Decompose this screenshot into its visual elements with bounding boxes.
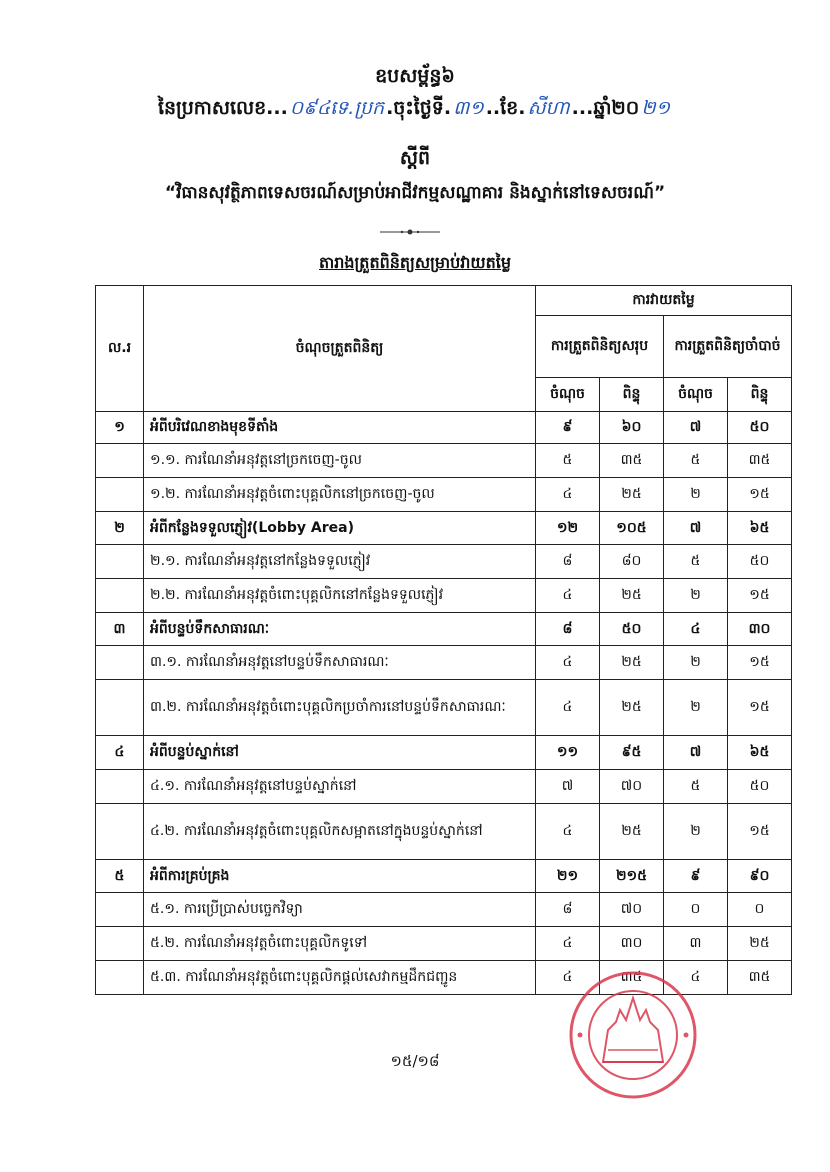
row-item: អំពីការគ្រប់គ្រង xyxy=(144,860,536,893)
row-required-score: ០ xyxy=(728,893,792,927)
row-required-points: ០ xyxy=(664,893,728,927)
row-required-points: ៤ xyxy=(664,613,728,646)
row-general-score: ៥០ xyxy=(600,613,664,646)
row-required-score: ១៥ xyxy=(728,478,792,512)
row-required-score: ៣០ xyxy=(728,613,792,646)
row-number xyxy=(96,770,144,804)
row-general-points: ៧ xyxy=(536,770,600,804)
row-required-score: ៣៥ xyxy=(728,961,792,995)
row-required-score: ៣៥ xyxy=(728,444,792,478)
col-required-header: ការត្រួតពិនិត្យចាំបាច់ xyxy=(664,316,792,378)
row-required-points: ៥ xyxy=(664,444,728,478)
section-row xyxy=(96,613,792,646)
row-number xyxy=(96,893,144,927)
table-row xyxy=(96,893,792,927)
row-item: អំពីបន្ទប់ទឹកសាធារណៈ xyxy=(144,613,536,646)
row-number: ៣ xyxy=(96,613,144,646)
row-required-points: ៧ xyxy=(664,512,728,545)
row-general-points: ៨ xyxy=(536,545,600,579)
ref-month: សីហា xyxy=(527,97,570,119)
ref-year-label: ឆ្នាំ២០ xyxy=(593,97,640,119)
row-general-score: ២៥ xyxy=(600,478,664,512)
col-score-header: ពិន្ទុ xyxy=(728,378,792,412)
row-number xyxy=(96,927,144,961)
col-score-header: ពិន្ទុ xyxy=(600,378,664,412)
row-item: ៥.១. ការប្រើប្រាស់បច្ចេកវិទ្យា xyxy=(144,893,536,927)
row-general-points: ១១ xyxy=(536,736,600,770)
table-row xyxy=(96,444,792,478)
row-required-points: ២ xyxy=(664,680,728,736)
row-number xyxy=(96,646,144,680)
row-general-points: ៤ xyxy=(536,927,600,961)
col-points-header: ចំណុច xyxy=(536,378,600,412)
row-required-score: ១៥ xyxy=(728,804,792,860)
row-general-score: ២៥ xyxy=(600,646,664,680)
row-general-points: ៤ xyxy=(536,646,600,680)
row-item: ៣.១. ការណែនាំអនុវត្តនៅបន្ទប់ទឹកសាធារណៈ xyxy=(144,646,536,680)
row-general-points: ៨ xyxy=(536,893,600,927)
row-required-points: ៣ xyxy=(664,927,728,961)
row-item: ៥.២. ការណែនាំអនុវត្តចំពោះបុគ្គលិកទូទៅ xyxy=(144,927,536,961)
table-row xyxy=(96,770,792,804)
row-required-score: ៥០ xyxy=(728,545,792,579)
col-item-header: ចំណុចត្រួតពិនិត្យ xyxy=(144,286,536,412)
row-number xyxy=(96,478,144,512)
row-general-score: ២៥ xyxy=(600,579,664,613)
row-required-points: ៧ xyxy=(664,736,728,770)
row-required-score: ១៥ xyxy=(728,680,792,736)
section-row xyxy=(96,736,792,770)
row-item: ១.១. ការណែនាំអនុវត្តនៅច្រកចេញ-ចូល xyxy=(144,444,536,478)
row-general-score: ៨០ xyxy=(600,545,664,579)
row-general-score: ៣៥ xyxy=(600,961,664,995)
decree-reference: នៃប្រកាសលេខ... ០៩៤ទេ.ប្រក .ចុះថ្ងៃទី. ៣១ ..ខែ. សីហា ...ឆ្នាំ២០ ២១ xyxy=(157,97,671,119)
row-general-score: ២៥ xyxy=(600,804,664,860)
table-row xyxy=(96,804,792,860)
row-required-score: ៦៥ xyxy=(728,512,792,545)
row-required-score: ១៥ xyxy=(728,579,792,613)
official-seal-stamp xyxy=(568,970,698,1100)
row-general-points: ៤ xyxy=(536,478,600,512)
page-number: ១៥/១៨ xyxy=(390,1052,440,1070)
row-number xyxy=(96,579,144,613)
ref-year: ២១ xyxy=(641,97,671,119)
ornament-divider xyxy=(380,228,440,236)
section-row xyxy=(96,860,792,893)
row-general-points: ៤ xyxy=(536,804,600,860)
ref-number: ០៩៤ទេ.ប្រក xyxy=(289,97,385,119)
row-general-score: ៣០ xyxy=(600,927,664,961)
row-required-points: ២ xyxy=(664,478,728,512)
ref-day-label: ចុះថ្ងៃទី xyxy=(393,97,444,119)
table-row xyxy=(96,545,792,579)
row-number xyxy=(96,961,144,995)
row-number: ១ xyxy=(96,412,144,444)
col-general-header: ការត្រួតពិនិត្យសរុប xyxy=(536,316,664,378)
col-points-header: ចំណុច xyxy=(664,378,728,412)
row-item: ២.២. ការណែនាំអនុវត្តចំពោះបុគ្គលិកនៅកន្លែងទទួលភ្ញៀវ xyxy=(144,579,536,613)
row-item: អំពីបរិវេណខាងមុខទីតាំង xyxy=(144,412,536,444)
row-required-points: ៧ xyxy=(664,412,728,444)
row-general-points: ២១ xyxy=(536,860,600,893)
document-title: “វិធានសុវត្ថិភាពទេសចរណ៍សម្រាប់អាជីវកម្មសណ្ឋាគារ និងស្នាក់នៅទេសចរណ៍” xyxy=(164,183,666,203)
col-eval-header: ការវាយតម្លៃ xyxy=(536,286,792,316)
row-number: ៥ xyxy=(96,860,144,893)
ref-prefix: នៃប្រកាសលេខ xyxy=(157,97,267,119)
section-row xyxy=(96,412,792,444)
row-required-points: ២ xyxy=(664,646,728,680)
row-general-points: ៤ xyxy=(536,579,600,613)
row-required-score: ៦៥ xyxy=(728,736,792,770)
row-required-score: ២៥ xyxy=(728,927,792,961)
row-item: អំពីកន្លែងទទួលភ្ញៀវ(Lobby Area) xyxy=(144,512,536,545)
row-required-points: ២ xyxy=(664,579,728,613)
row-item: អំពីបន្ទប់ស្នាក់នៅ xyxy=(144,736,536,770)
table-row xyxy=(96,579,792,613)
table-row xyxy=(96,646,792,680)
col-no-header: ល.រ xyxy=(96,286,144,412)
row-item: ៣.២. ការណែនាំអនុវត្តចំពោះបុគ្គលិកប្រចាំការនៅបន្ទប់ទឹកសាធារណៈ xyxy=(144,680,536,736)
table-row xyxy=(96,927,792,961)
row-required-score: ៥០ xyxy=(728,770,792,804)
table-row xyxy=(96,680,792,736)
row-general-score: ៦០ xyxy=(600,412,664,444)
row-required-score: ១៥ xyxy=(728,646,792,680)
row-number: ៤ xyxy=(96,736,144,770)
table-subtitle: តារាងត្រួតពិនិត្យសម្រាប់វាយតម្លៃ xyxy=(318,253,512,272)
row-number xyxy=(96,545,144,579)
row-general-score: ៩៥ xyxy=(600,736,664,770)
row-general-points: ៥ xyxy=(536,444,600,478)
row-required-points: ៥ xyxy=(664,545,728,579)
row-general-points: ៩ xyxy=(536,412,600,444)
row-general-points: ៨ xyxy=(536,613,600,646)
row-general-points: ១២ xyxy=(536,512,600,545)
row-item: ២.១. ការណែនាំអនុវត្តនៅកន្លែងទទួលភ្ញៀវ xyxy=(144,545,536,579)
row-number xyxy=(96,680,144,736)
row-item: ១.២. ការណែនាំអនុវត្តចំពោះបុគ្គលិកនៅច្រកចេញ-ចូល xyxy=(144,478,536,512)
row-required-points: ២ xyxy=(664,804,728,860)
row-item: ៤.២. ការណែនាំអនុវត្តចំពោះបុគ្គលិកសម្អាតនៅក្នុងបន្ទប់ស្នាក់នៅ xyxy=(144,804,536,860)
row-number: ២ xyxy=(96,512,144,545)
row-number xyxy=(96,444,144,478)
row-item: ៥.៣. ការណែនាំអនុវត្តចំពោះបុគ្គលិកផ្តល់សេវាកម្មដឹកជញ្ជូន xyxy=(144,961,536,995)
row-general-score: ៣៥ xyxy=(600,444,664,478)
row-number xyxy=(96,804,144,860)
row-general-score: ១០៥ xyxy=(600,512,664,545)
table-body xyxy=(96,412,792,995)
annex-title: ឧបសម្ព័ន្ធ៦ xyxy=(375,65,455,87)
row-general-score: ២៥ xyxy=(600,680,664,736)
row-required-points: ៤ xyxy=(664,961,728,995)
row-general-points: ៤ xyxy=(536,961,600,995)
table-row xyxy=(96,478,792,512)
row-required-points: ៥ xyxy=(664,770,728,804)
checklist-table xyxy=(95,285,792,995)
row-general-score: ៧០ xyxy=(600,893,664,927)
about-label: ស្តីពី xyxy=(399,147,431,169)
row-required-points: ៩ xyxy=(664,860,728,893)
row-required-score: ៩០ xyxy=(728,860,792,893)
ref-month-label: ខែ xyxy=(500,97,519,119)
row-required-score: ៥០ xyxy=(728,412,792,444)
ref-day: ៣១ xyxy=(453,97,484,119)
row-general-points: ៤ xyxy=(536,680,600,736)
row-general-score: ៧០ xyxy=(600,770,664,804)
row-item: ៤.១. ការណែនាំអនុវត្តនៅបន្ទប់ស្នាក់នៅ xyxy=(144,770,536,804)
section-row xyxy=(96,512,792,545)
row-general-score: ២១៥ xyxy=(600,860,664,893)
